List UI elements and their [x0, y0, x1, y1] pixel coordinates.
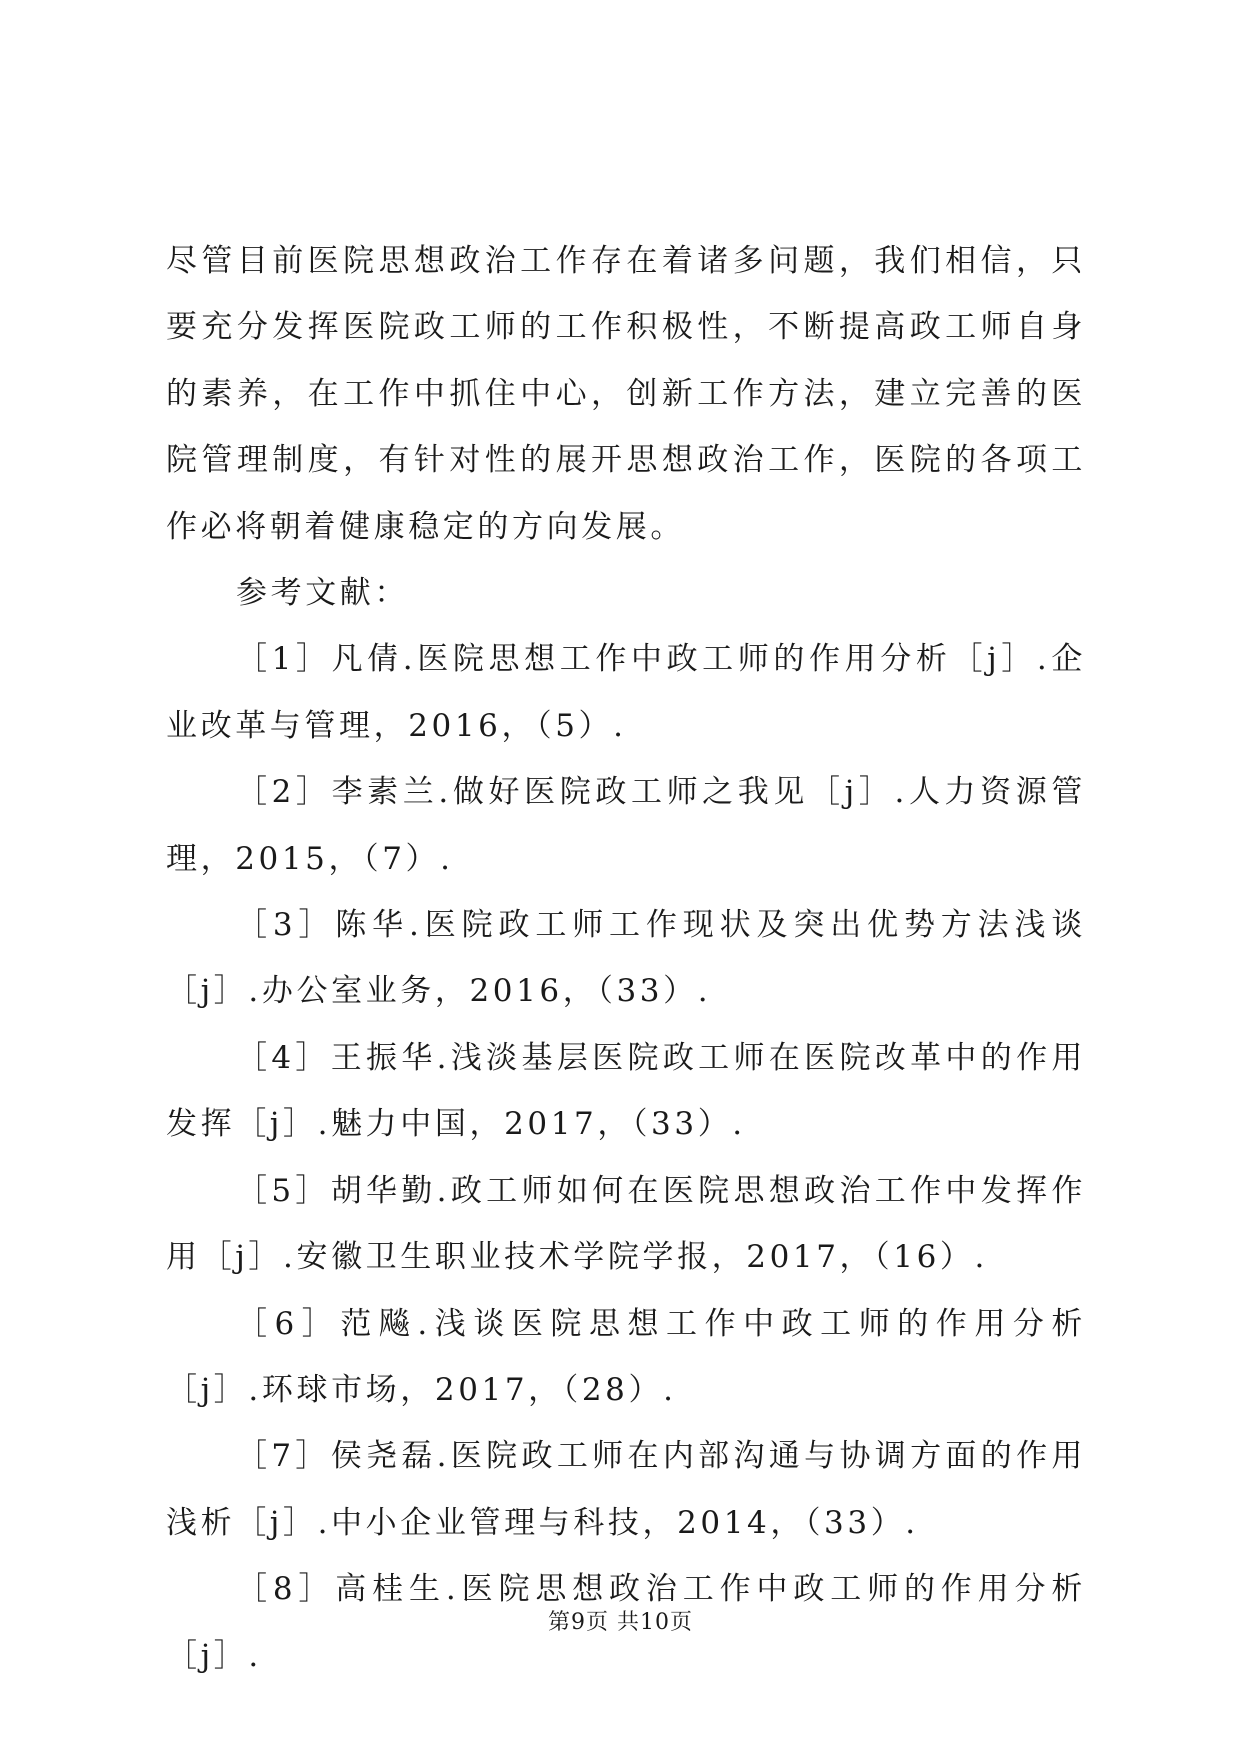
reference-item-3: ［3］陈华.医院政工师工作现状及突出优势方法浅谈［j］.办公室业务，2016，（33）.: [166, 907, 1086, 1010]
reference-item-1: ［1］凡倩.医院思想工作中政工师的作用分析［j］.企业改革与管理，2016，（5）.: [166, 641, 1086, 744]
reference-item-2: ［2］李素兰.做好医院政工师之我见［j］.人力资源管理，2015，（7）.: [166, 774, 1086, 877]
reference-item-4: ［4］王振华.浅淡基层医院政工师在医院改革中的作用发挥［j］.魅力中国，2017，（33）.: [166, 1039, 1086, 1143]
reference-item-8: ［8］高桂生.医院思想政治工作中政工师的作用分析［j］.: [166, 1571, 1086, 1674]
reference-item-5: ［5］胡华勤.政工师如何在医院思想政治工作中发挥作用［j］.安徽卫生职业技术学院学报，2017，（16）.: [166, 1172, 1086, 1276]
page-footer: 第9页 共10页: [548, 1610, 693, 1635]
conclusion-paragraph: 尽管目前医院思想政治工作存在着诸多问题，我们相信，只要充分发挥医院政工师的工作积极性，不断提高政工师自身的素养，在工作中抓住中心，创新工作方法，建立完善的医院管理制度，有针对性的展开思想政治工作，医院的各项工作必将朝着健康稳定的方向发展。: [166, 243, 1086, 545]
reference-item-6: ［6］范飚.浅谈医院思想工作中政工师的作用分析［j］.环球市场，2017，（28）.: [166, 1305, 1086, 1408]
document-body: [166, 228, 1086, 1689]
references-heading: 参考文献：: [236, 575, 409, 612]
reference-item-7: ［7］侯尧磊.医院政工师在内部沟通与协调方面的作用浅析［j］.中小企业管理与科技，2014，（33）.: [166, 1438, 1086, 1541]
